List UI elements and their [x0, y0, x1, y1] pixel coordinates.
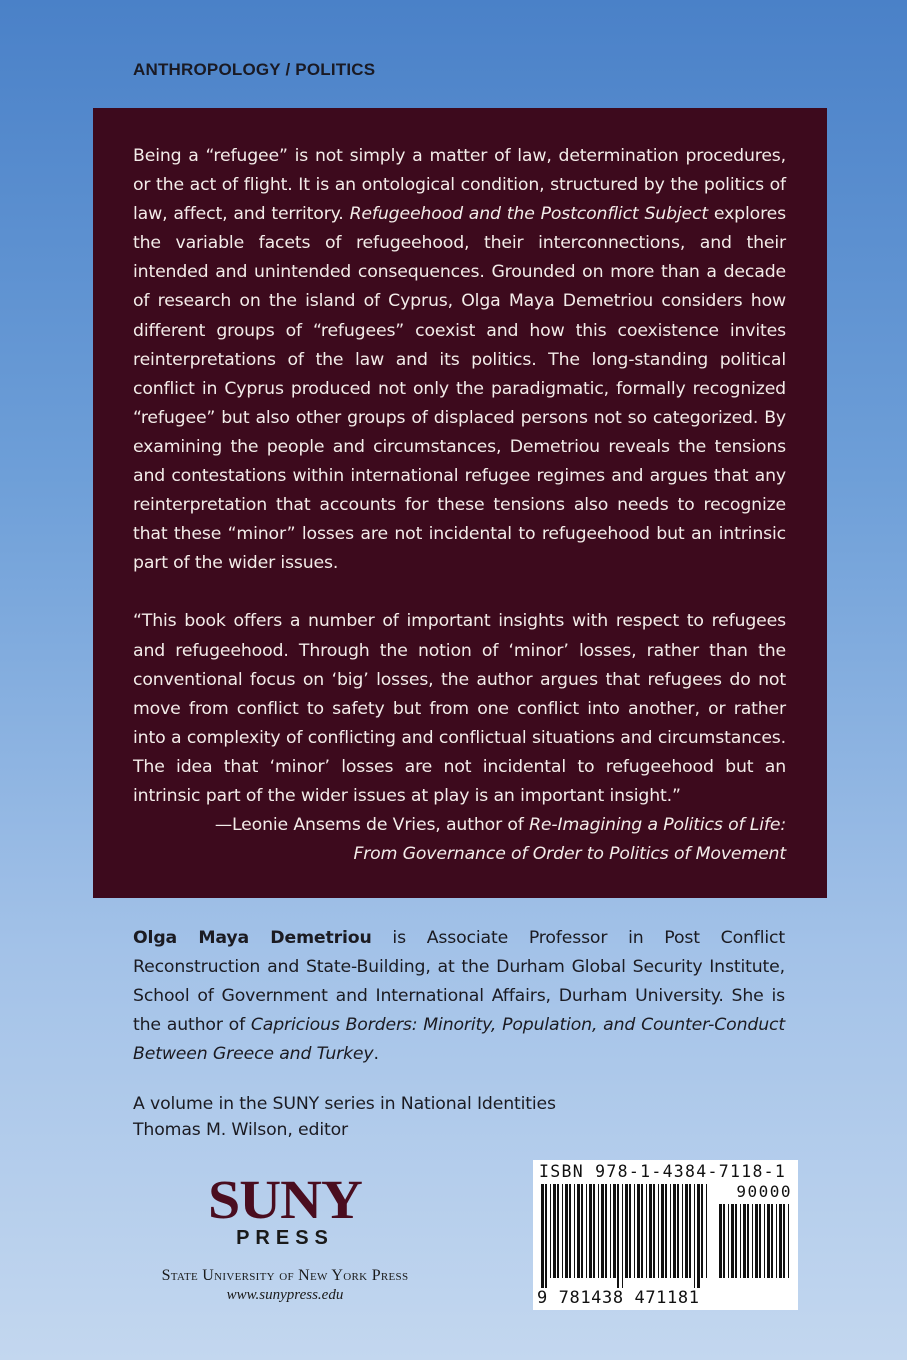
- barcode-addon-icon: [719, 1204, 791, 1288]
- book-title: Refugeehood and the Postconflict Subject: [349, 204, 709, 225]
- author-name: Olga Maya Demetriou: [133, 928, 372, 948]
- panel-text: [133, 142, 786, 869]
- isbn-barcode: [533, 1160, 798, 1310]
- publisher-name: State University of New York Press: [161, 1267, 409, 1284]
- isbn-text: ISBN 978-1-4384-7118-1: [539, 1162, 787, 1181]
- publisher-url: www.sunypress.edu: [226, 1287, 344, 1303]
- logo-subtitle: PRESS: [236, 1227, 334, 1249]
- price-code: 90000: [736, 1182, 792, 1201]
- description-panel: [93, 108, 827, 898]
- quote-attribution: —Leonie Ansems de Vries, author of Re-Imagining a Politics of Life: From Governance of Order to Politics of Movement: [214, 815, 786, 865]
- logo-wordmark: SUNY: [208, 1168, 362, 1231]
- endorsement-quote: “This book offers a number of important insights with respect to refugees and refugeehood. Through the notion of ‘minor’ losses, rather than the conventional focus on ‘big’ losses, the author argues that refugees do not move from conflict to safety but from one conflict into another, or rather into a complexity of conflicting and conflictual situations and circumstances. The idea that ‘minor’ losses are not incidental to refugeehood but an intrinsic part of the wider issues at play is an important insight.”: [133, 611, 786, 806]
- category-label: ANTHROPOLOGY / POLITICS: [133, 60, 376, 79]
- author-book-title: Capricious Borders: Minority, Population, and Counter-Conduct Between Greece and Turkey: [133, 1015, 785, 1064]
- author-bio: Olga Maya Demetriou is Associate Professor in Post Conflict Reconstruction and State-Building, at the Durham Global Security Institute, School of Government and International Affairs, Durham University. She is the author of Capricious Borders: Minority, Population, and Counter-Conduct Between Greece and Turkey.: [133, 928, 786, 1064]
- series-info: A volume in the SUNY series in National Identities Thomas M. Wilson, editor: [133, 1094, 556, 1140]
- suny-press-logo: [130, 1168, 440, 1304]
- barcode-main-icon: [541, 1184, 711, 1288]
- description-paragraph: Being a “refugee” is not simply a matter of law, determination procedures, or the act of flight. It is an ontological condition, structured by the politics of law, affect, and territory. Refugeehood and the Postconflict Subject explores the variable facets of refugeehood, their interconnections, and their intended and unintended consequences. Grounded on more than a decade of research on the island of Cyprus, Olga Maya Demetriou considers how different groups of “refugees” coexist and how this coexistence invites reinterpretations of the law and its politics. The long-standing political conflict in Cyprus produced not only the paradigmatic, formally recognized “refugee” but also other groups of displaced persons not so categorized. By examining the people and circumstances, Demetriou reveals the tensions and contestations within international refugee regimes and argues that any reinterpretation that accounts for these tensions also needs to recognize that these “minor” losses are not incidental to refugeehood but an intrinsic part of the wider issues.: [133, 146, 786, 574]
- barcode-digits: 9 781438 471181: [537, 1288, 700, 1308]
